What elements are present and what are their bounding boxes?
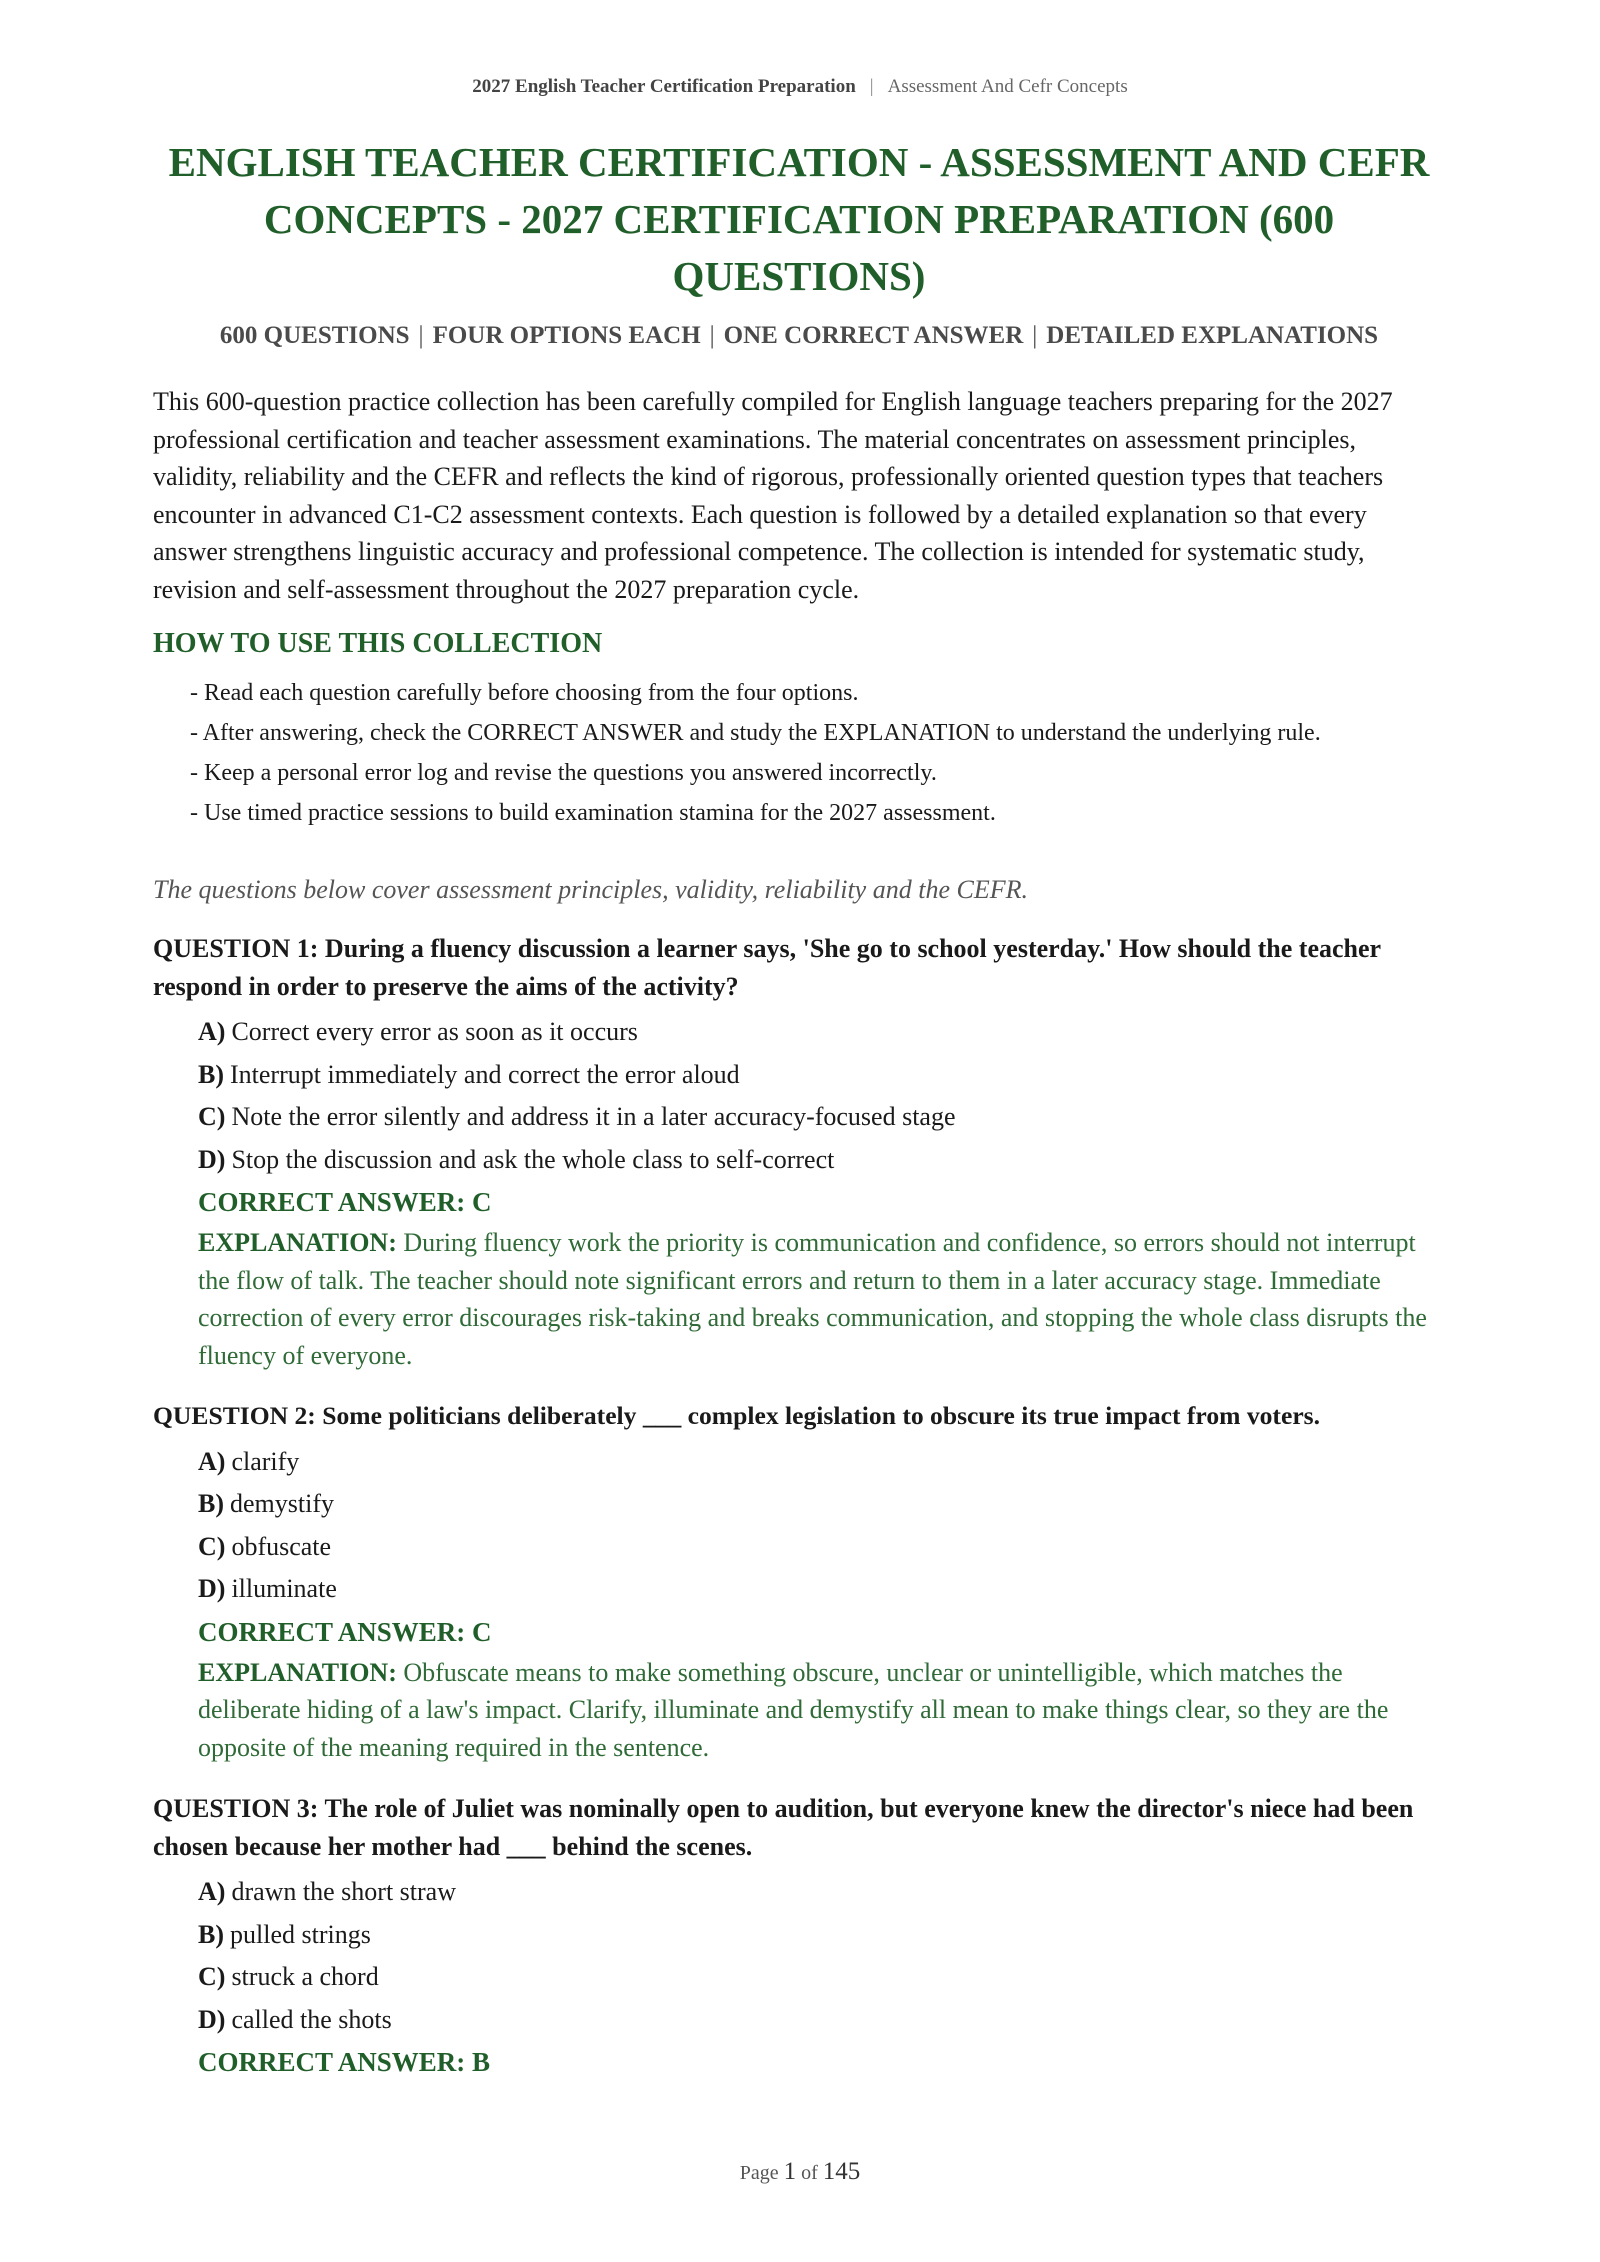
correct-answer: CORRECT ANSWER: C [198,1616,492,1647]
tagline-item: FOUR OPTIONS EACH [432,322,701,349]
option-letter: D) [198,1144,226,1174]
question-prompt: The role of Juliet was nominally open to audition, but everyone knew the director's niece had been chosen because her mother had ___ behind the scenes. [153,1794,1414,1861]
document-title: ENGLISH TEACHER CERTIFICATION - ASSESSMENT AND CEFR CONCEPTS - 2027 CERTIFICATION PREPARATION (600 QUESTIONS) [168,139,1430,299]
page-current: 1 [783,2158,797,2185]
option-d [198,1568,1445,1611]
page-total: 145 [822,2158,861,2185]
option-c [198,1526,1445,1569]
option-letter: D) [198,2004,226,2034]
option-text: obfuscate [231,1531,332,1561]
tagline-separator: | [709,322,715,349]
tagline-separator: | [1032,322,1038,349]
of-word: of [801,2162,818,2184]
question-prompt: Some politicians deliberately ___ complex legislation to obscure its true impact from voters. [322,1401,1321,1430]
option-letter: B) [198,1489,224,1518]
option-text: clarify [231,1446,300,1476]
question-text [153,1790,1445,1865]
option-d [198,1139,1445,1182]
question-text [153,1397,1445,1435]
explanation-text: During fluency work the priority is communication and confidence, so errors should not interrupt the flow of talk. The teacher should note significant errors and return to them in a later accuracy stage. Immediate correction of every error discourages risk-taking and breaks communication, and stopping the whole class disrupts the fluency of everyone. [198,1228,1427,1370]
page-footer [0,2158,1600,2186]
tagline-item: DETAILED EXPLANATIONS [1046,322,1379,349]
running-header [0,76,1600,98]
option-letter: A) [198,1017,226,1046]
question-block-3 [153,1790,1445,2084]
option-b [198,1914,1445,1957]
option-letter: C) [198,1531,226,1561]
option-text: Interrupt immediately and correct the error aloud [230,1059,740,1089]
tagline [153,322,1445,350]
question-text [153,930,1445,1005]
how-to-item: - Keep a personal error log and revise the questions you answered incorrectly. [190,760,937,786]
header-separator: | [869,76,874,97]
option-letter: B) [198,1919,224,1949]
option-text: demystify [230,1489,334,1518]
question-label: QUESTION 2: [153,1401,316,1430]
option-letter: B) [198,1059,224,1089]
header-course-title: 2027 English Teacher Certification Preparation [472,76,856,97]
how-to-item: - Read each question carefully before choosing from the four options. [190,680,859,706]
option-text: called the shots [231,2004,392,2034]
question-label: QUESTION 3: [153,1794,319,1823]
tagline-item: ONE CORRECT ANSWER [723,322,1024,349]
explanation-label: EXPLANATION: [198,1657,397,1687]
page-word: Page [739,2162,779,2184]
option-b [198,1483,1445,1526]
option-c [198,1956,1445,1999]
question-label: QUESTION 1: [153,934,319,963]
explanation [153,1654,1445,1767]
how-to-item: - After answering, check the CORRECT ANSWER and study the EXPLANATION to understand the underlying rule. [190,720,1321,746]
option-text: Note the error silently and address it in a later accuracy-focused stage [231,1102,956,1131]
option-text: Correct every error as soon as it occurs [231,1017,638,1046]
question-block-1 [153,930,1445,1374]
option-a [198,1011,1445,1054]
question-block-2 [153,1397,1445,1766]
option-a [198,1441,1445,1484]
option-b [198,1054,1445,1097]
option-a [198,1871,1445,1914]
option-letter: C) [198,1962,226,1991]
tagline-item: 600 QUESTIONS [219,322,410,349]
option-text: Stop the discussion and ask the whole class to self-correct [231,1144,835,1174]
explanation-text: Obfuscate means to make something obscure, unclear or unintelligible, which matches the deliberate hiding of a law's impact. Clarify, illuminate and demystify all mean to make things clear, so they are the opposite of the meaning required in the sentence. [198,1657,1389,1762]
explanation [153,1224,1445,1374]
option-letter: C) [198,1102,226,1131]
header-section-title: Assessment And Cefr Concepts [887,76,1128,97]
coverage-note: The questions below cover assessment principles, validity, reliability and the CEFR. [153,875,1028,904]
option-d [198,1999,1445,2042]
how-to-heading: HOW TO USE THIS COLLECTION [153,628,603,659]
correct-answer: CORRECT ANSWER: B [198,2047,491,2077]
option-letter: D) [198,1574,226,1603]
correct-answer: CORRECT ANSWER: C [198,1187,492,1217]
option-text: illuminate [231,1574,337,1603]
question-prompt: During a fluency discussion a learner says, 'She go to school yesterday.' How should the teacher respond in order to preserve the aims of the activity? [153,934,1381,1001]
option-c [198,1096,1445,1139]
intro-paragraph: This 600-question practice collection has been carefully compiled for English language teachers preparing for the 2027 professional certification and teacher assessment examinations. The material concentrates on assessment principles, validity, reliability and the CEFR and reflects the kind of rigorous, professionally oriented question types that teachers encounter in advanced C1-C2 assessment contexts. Each question is followed by a detailed explanation so that every answer strengthens linguistic accuracy and professional competence. The collection is intended for systematic study, revision and self-assessment throughout the 2027 preparation cycle. [153,387,1393,604]
answer-options [153,1011,1445,1181]
tagline-separator: | [418,322,424,349]
option-text: drawn the short straw [231,1877,456,1906]
option-text: pulled strings [230,1919,371,1949]
answer-options [153,1871,1445,2041]
explanation-label: EXPLANATION: [198,1228,397,1257]
option-text: struck a chord [231,1962,379,1991]
option-letter: A) [198,1446,226,1476]
how-to-item: - Use timed practice sessions to build examination stamina for the 2027 assessment. [190,800,996,826]
how-to-list [190,675,1448,835]
option-letter: A) [198,1877,226,1906]
answer-options [153,1441,1445,1611]
